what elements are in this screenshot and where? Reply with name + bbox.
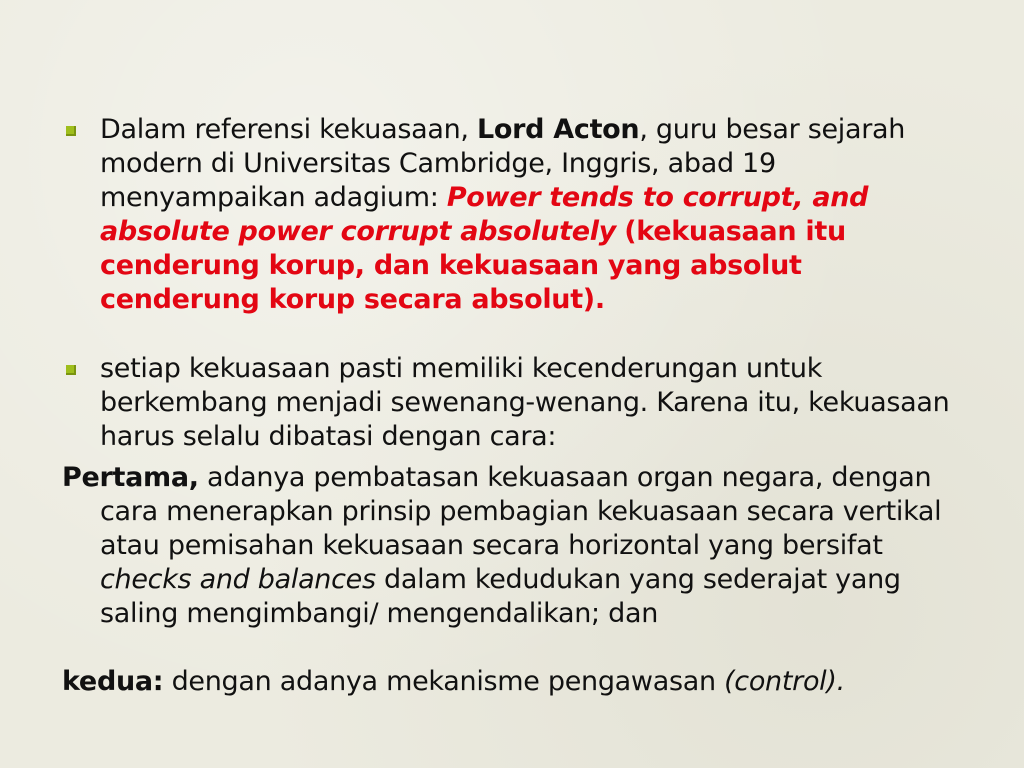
kedua-text-a: dengan adanya mekanisme pengawasan [163,666,725,697]
acton-quote-indonesian: (kekuasaan itu cenderung korup, dan kekuasaan yang absolut cenderung korup secara absolut). [100,216,846,315]
kedua-label: kedua: [62,666,164,697]
pertama-label: Pertama, [62,462,199,493]
item-kedua [62,665,967,699]
checks-and-balances-term: checks and balances [100,564,376,595]
square-bullet-icon [66,365,76,375]
acton-quote-english: Power tends to corrupt, and absolute power corrupt absolutely [100,182,869,247]
control-term: (control). [724,666,845,697]
bullet-paragraph-lord-acton [62,113,967,317]
bullet-1-text-a: Dalam referensi kekuasaan, [100,114,477,145]
bullet-2-text: setiap kekuasaan pasti memiliki kecenderungan untuk berkembang menjadi sewenang-wenang. Karena itu, kekuasaan harus selalu dibatasi dengan cara: [100,353,950,452]
item-pertama [62,461,967,631]
lord-acton-name: Lord Acton [476,114,640,145]
square-bullet-icon [66,126,76,136]
pertama-text-b: dalam kedudukan yang sederajat yang saling mengimbangi/ mengendalikan; dan [100,564,901,629]
pertama-text-a: adanya pembatasan kekuasaan organ negara, dengan cara menerapkan prinsip pembagian kekuasaan secara vertikal atau pemisahan kekuasaan secara horizontal yang bersifat [100,462,942,561]
bullet-paragraph-power-tendency [62,352,967,454]
bullet-1-text-b: , guru besar sejarah modern di Universitas Cambridge, Inggris, abad 19 menyampaikan adagium: [100,114,906,213]
